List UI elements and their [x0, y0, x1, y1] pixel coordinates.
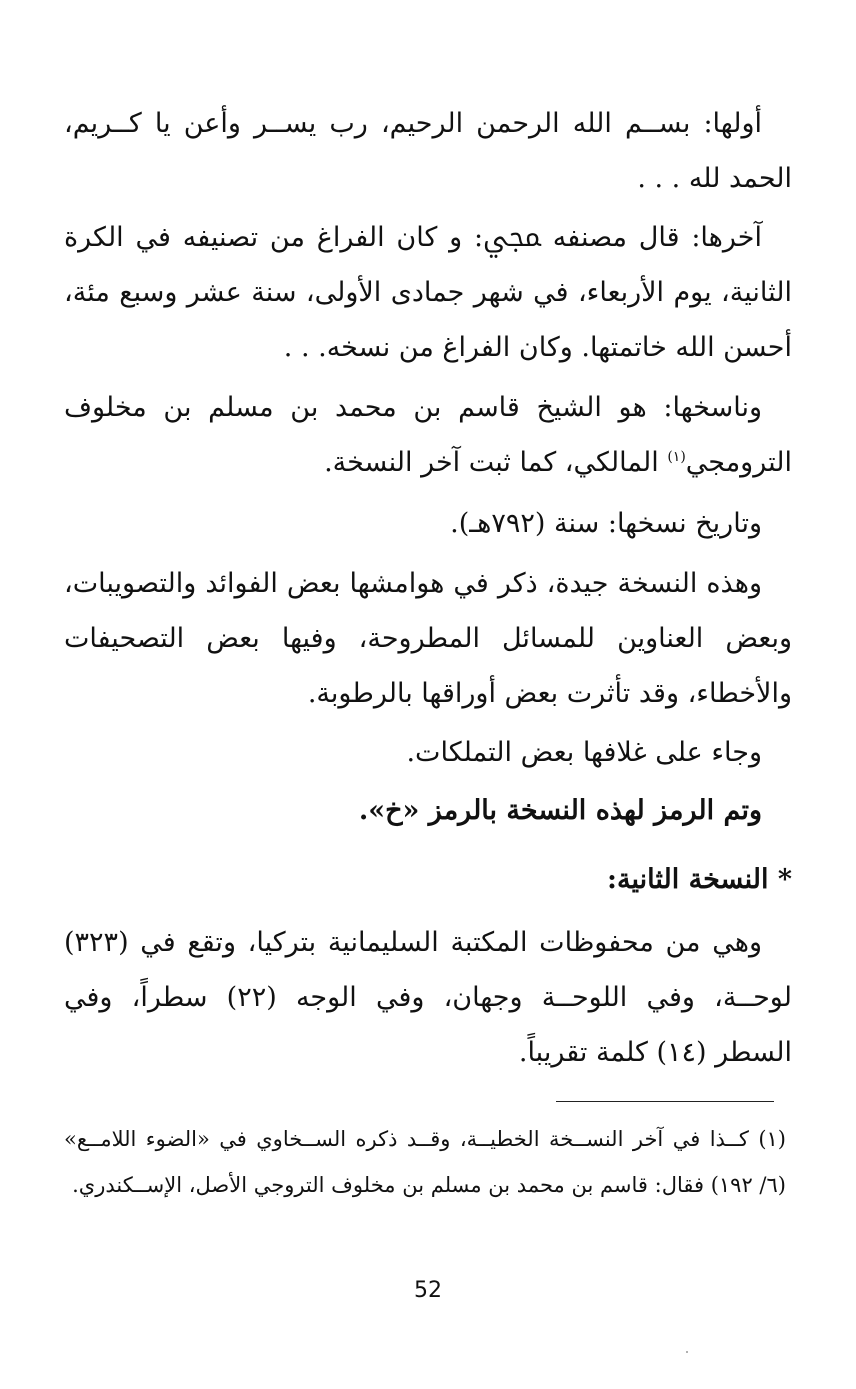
copyist-text-b: المالكي، كما ثبت آخر النسخة.	[324, 447, 668, 478]
section-heading: * النسخة الثانية:	[607, 864, 792, 895]
page-number: 52	[414, 1278, 442, 1303]
paragraph-first-lines: أولها: بســم الله الرحمن الرحيم، رب يســر وأعن يا كــريم، الحمد لله . . .	[64, 108, 792, 194]
footnote-text: (١) كــذا في آخر النســخة الخطيــة، وقــد ذكره الســخاوي في «الضوء اللامــع» (٦/ ١٩٢) فقال: قاسم بن محمد بن مسلم بن مخلوف التروجي الأصل، الإســكندري.	[64, 1127, 786, 1197]
copyist-text-a: وناسخها: هو الشيخ قاسم بن محمد بن مسلم بن مخلوف الترومجي	[64, 392, 792, 478]
paragraph-description: وهذه النسخة جيدة، ذكر في هوامشها بعض الفوائد والتصويبات، وبعض العناوين للمسائل المطروحة، وفيها بعض التصحيفات والأخطاء، وقد تأثرت بعض أوراقها بالرطوبة.	[64, 568, 792, 709]
footnote-ref: (١)	[667, 449, 686, 465]
paragraph-copyist	[64, 380, 792, 490]
paragraph-symbol: وتم الرمز لهذه النسخة بالرمز «خ».	[358, 795, 762, 826]
paragraph-last-lines: آخرها: قال مصنفه ﷀ: و كان الفراغ من تصنيفه في الكرة الثانية، يوم الأربعاء، في شهر جمادى الأولى، سنة عشر وسبع مئة، أحسن الله خاتمتها. وكان الفراغ من نسخه. . .	[64, 222, 792, 363]
footnote-divider	[556, 1101, 774, 1102]
paragraph-copy-date: وتاريخ نسخها: سنة (٧٩٢هـ).	[450, 508, 762, 539]
scan-speck	[686, 1351, 688, 1353]
paragraph-second-copy: وهي من محفوظات المكتبة السليمانية بتركيا، وتقع في (٣٢٣) لوحــة، وفي اللوحــة وجهان، وفي الوجه (٢٢) سطراً، وفي السطر (١٤) كلمة تقريباً.	[64, 927, 792, 1068]
paragraph-ownership: وجاء على غلافها بعض التملكات.	[406, 737, 762, 768]
